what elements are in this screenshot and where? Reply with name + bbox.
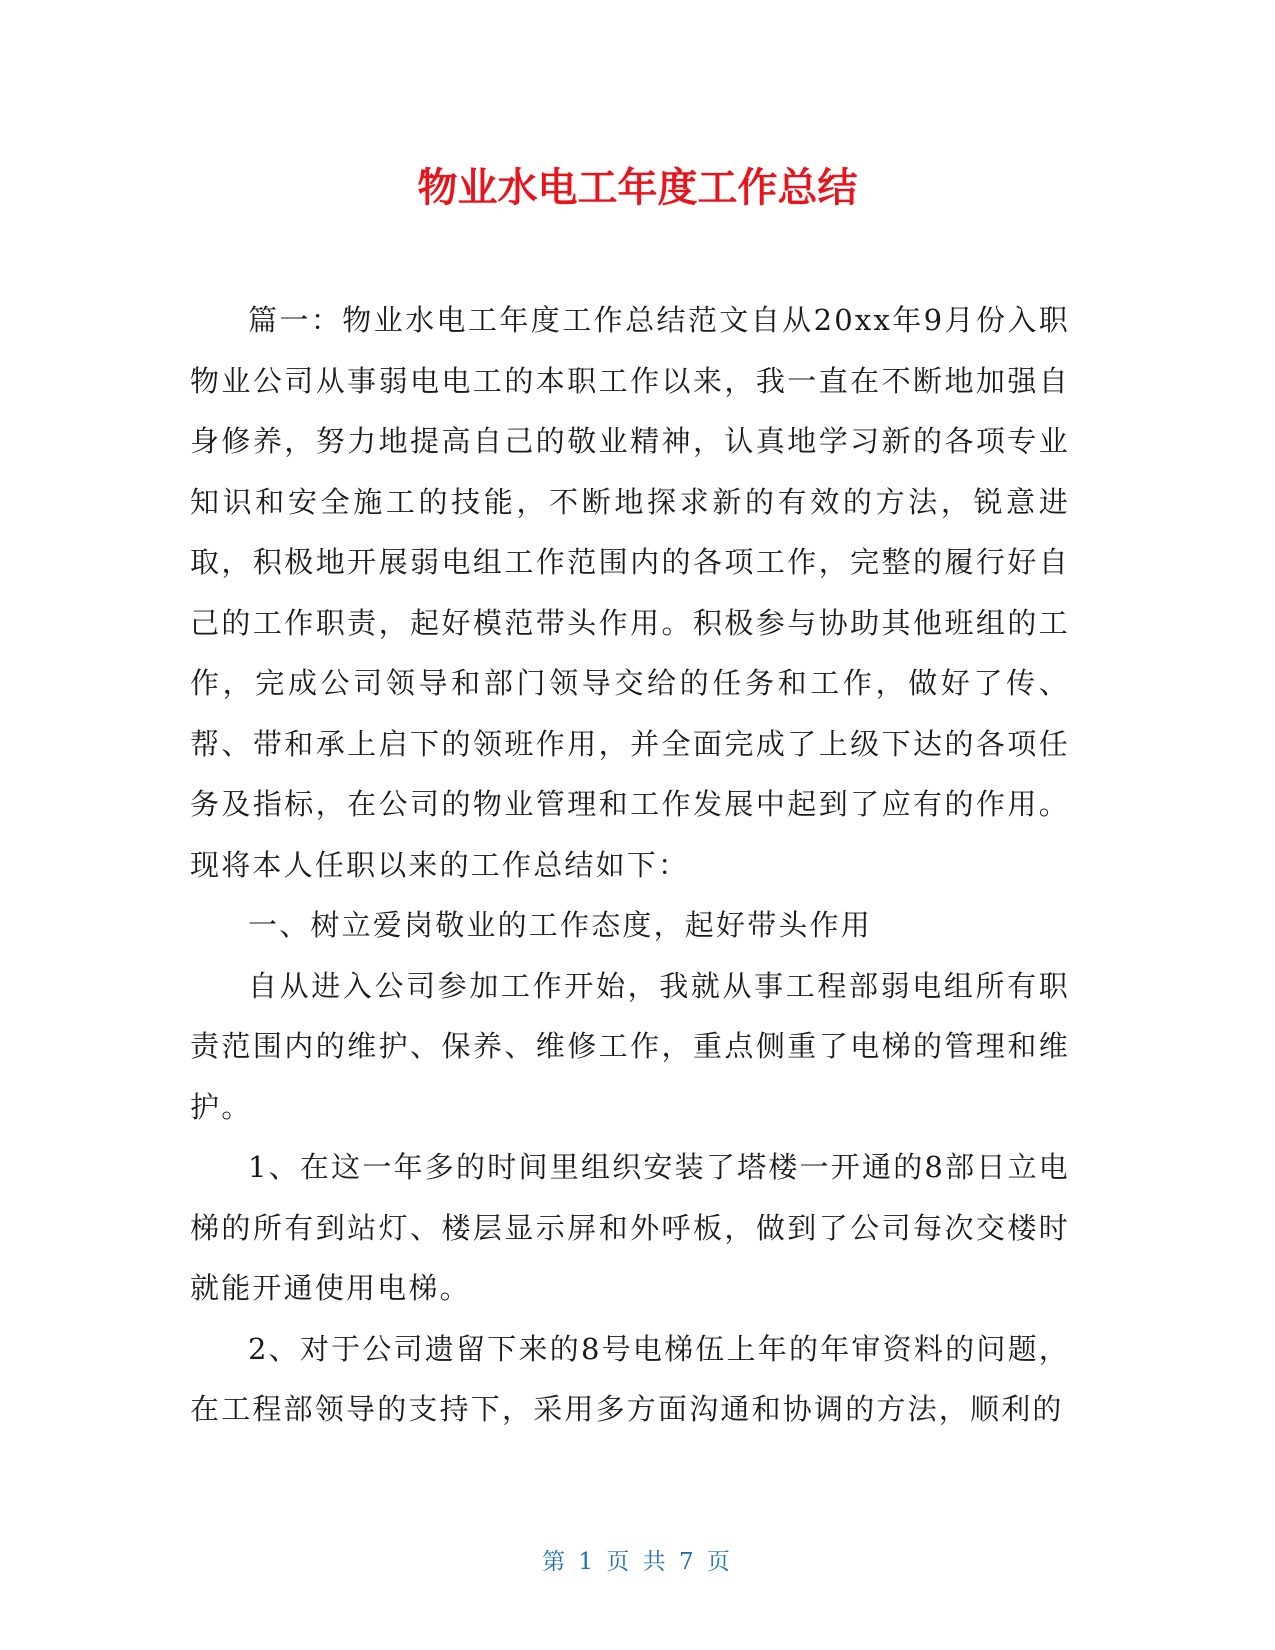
document-body [190,290,1070,1440]
paragraph-intro: 篇一：物业水电工年度工作总结范文自从20xx年9月份入职物业公司从事弱电电工的本职工作以来，我一直在不断地加强自身修养，努力地提高自己的敬业精神，认真地学习新的各项专业知识和安全施工的技能，不断地探求新的有效的方法，锐意进取，积极地开展弱电组工作范围内的各项工作，完整的履行好自己的工作职责，起好模范带头作用。积极参与协助其他班组的工作，完成公司领导和部门领导交给的任务和工作，做好了传、帮、带和承上启下的领班作用，并全面完成了上级下达的各项任务及指标，在公司的物业管理和工作发展中起到了应有的作用。现将本人任职以来的工作总结如下： [190,303,1070,882]
page-title: 物业水电工年度工作总结 [417,165,858,211]
page-number-footer: 第 1 页 共 7 页 [542,1549,733,1575]
section-heading-1: 一、树立爱岗敬业的工作态度，起好带头作用 [248,908,873,942]
paragraph-section-1: 自从进入公司参加工作开始，我就从事工程部弱电组所有职责范围内的维护、保养、维修工作，重点侧重了电梯的管理和维护。 [190,968,1070,1124]
paragraph-item-2: 2、对于公司遗留下来的8号电梯伍上年的年审资料的问题，在工程部领导的支持下，采用多方面沟通和协调的方法，顺利的 [190,1331,1070,1426]
paragraph-item-1: 1、在这一年多的时间里组织安装了塔楼一开通的8部日立电梯的所有到站灯、楼层显示屏和外呼板，做到了公司每次交楼时就能开通使用电梯。 [190,1150,1070,1305]
